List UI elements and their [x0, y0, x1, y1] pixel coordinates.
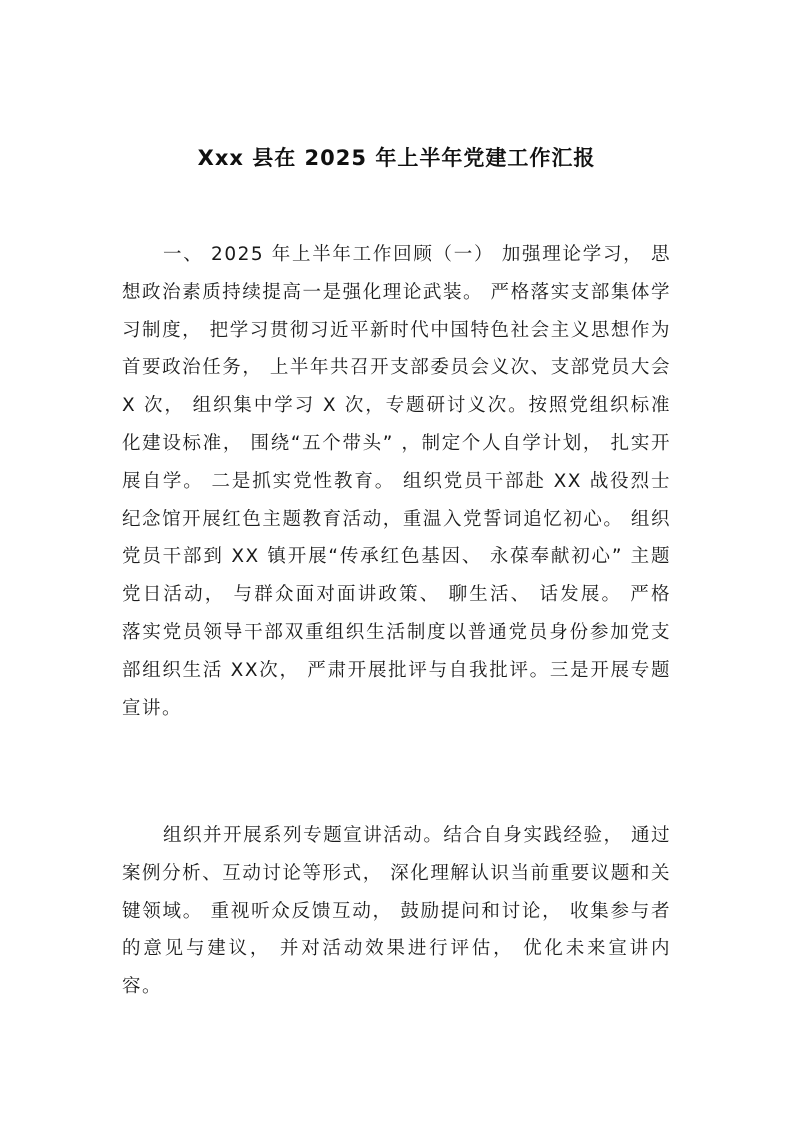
document-title: Xxx 县在 2025 年上半年党建工作汇报	[197, 146, 596, 171]
body-paragraph-lectures: 组织并开展系列专题宣讲活动。结合自身实践经验， 通过案例分析、互动讨论等形式， 深化理解认识当前重要议题和关键领域。 重视听众反馈互动， 鼓励提问和讨论， 收集参与者的意见与建议， 并对活动效果进行评估， 优化未来宣讲内容。	[122, 825, 671, 998]
body-paragraph-review: 一、 2025 年上半年工作回顾（一） 加强理论学习， 思想政治素质持续提高一是强化理论武装。 严格落实支部集体学习制度， 把学习贯彻习近平新时代中国特色社会主义思想作为首要政治任务， 上半年共召开支部委员会义次、支部党员大会 X 次， 组织集中学习 X 次，专题研讨义次。按照党组织标准化建设标准， 围绕“五个带头” ，制定个人自学计划， 扎实开展自学。 二是抓实党性教育。 组织党员干部赴 XX 战役烈士纪念馆开展红色主题教育活动，重温入党誓词追忆初心。 组织党员干部到 XX 镇开展“传承红色基因、 永葆奉献初心” 主题党日活动， 与群众面对面讲政策、 聊生活、 话发展。 严格落实党员领导干部双重组织生活制度以普通党员身份参加党支部组织生活 XX次， 严肃开展批评与自我批评。三是开展专题宣讲。	[122, 244, 671, 719]
